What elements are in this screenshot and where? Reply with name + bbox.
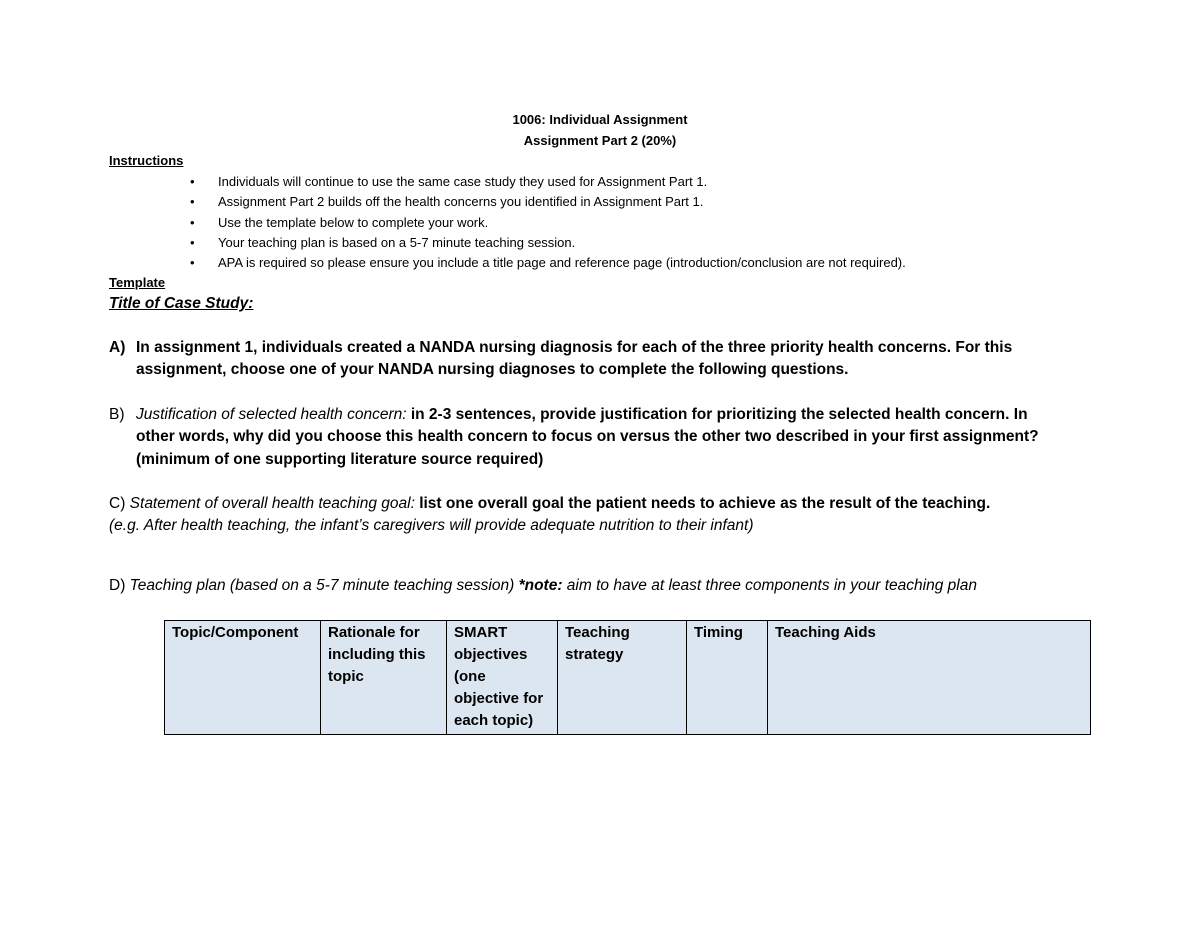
- header-topic-component: Topic/Component: [165, 621, 321, 735]
- header-teaching-aids: Teaching Aids: [768, 621, 1091, 735]
- bullet-icon: •: [190, 194, 195, 210]
- list-item: • Individuals will continue to use the same case study they used for Assignment Part 1.: [190, 173, 906, 193]
- bullet-icon: •: [190, 174, 195, 189]
- list-item: • Assignment Part 2 builds off the health concerns you identified in Assignment Part 1.: [190, 193, 906, 213]
- bullet-icon: •: [190, 234, 195, 250]
- case-study-title: Title of Case Study:: [109, 295, 254, 312]
- header-teaching-strategy: Teaching strategy: [558, 621, 687, 735]
- question-letter: C): [109, 495, 126, 512]
- table-row: [165, 621, 1091, 735]
- question-body: [136, 404, 1059, 471]
- list-item: • Use the template below to complete your work.: [190, 214, 906, 234]
- question-text: list one overall goal the patient needs to achieve as the result of the teaching.: [414, 495, 991, 512]
- question-lead: Statement of overall health teaching goal:: [129, 495, 415, 512]
- instructions-list: [190, 173, 906, 274]
- bullet-icon: •: [190, 214, 195, 230]
- assignment-subtitle: Assignment Part 2 (20%): [523, 133, 677, 148]
- template-label: Template: [109, 275, 166, 290]
- assignment-title: 1006: Individual Assignment: [512, 112, 688, 127]
- question-d: [109, 575, 1069, 597]
- question-c: [109, 493, 1069, 538]
- question-letter: B): [109, 406, 125, 423]
- question-body: [109, 575, 1069, 597]
- note-text: aim to have at least three components in your teaching plan: [562, 577, 977, 594]
- question-a: [109, 337, 1049, 382]
- header-timing: Timing: [687, 621, 768, 735]
- question-letter: A): [109, 339, 126, 356]
- teaching-plan-table: [164, 620, 1091, 735]
- question-b: [109, 404, 1059, 471]
- question-example: (e.g. After health teaching, the infant’s caregivers will provide adequate nutrition to their infant): [109, 517, 754, 535]
- bullet-icon: •: [190, 255, 195, 271]
- list-item: • Your teaching plan is based on a 5-7 minute teaching session.: [190, 234, 906, 254]
- question-body: [109, 493, 1069, 515]
- list-item: • APA is required so please ensure you include a title page and reference page (introduction/conclusion are not required).: [190, 254, 906, 274]
- note-label: *note:: [518, 577, 563, 594]
- header-smart-objectives: SMART objectives (one objective for each topic): [447, 621, 558, 735]
- question-text: In assignment 1, individuals created a NANDA nursing diagnosis for each of the three priority health concerns. For this assignment, choose one of your NANDA nursing diagnoses to complete the following questions.: [136, 339, 1013, 379]
- instructions-label: Instructions: [109, 153, 184, 168]
- question-letter: D): [109, 577, 126, 594]
- question-text: in 2-3 sentences, provide justification for prioritizing the selected health concern. In other words, why did you choose this health concern to focus on versus the other two described in your first assignment? (minimum of one supporting literature source required): [136, 406, 1039, 468]
- question-lead: Teaching plan (based on a 5-7 minute teaching session): [129, 577, 515, 594]
- header-rationale: Rationale for including this topic: [321, 621, 447, 735]
- question-lead: Justification of selected health concern:: [136, 406, 407, 423]
